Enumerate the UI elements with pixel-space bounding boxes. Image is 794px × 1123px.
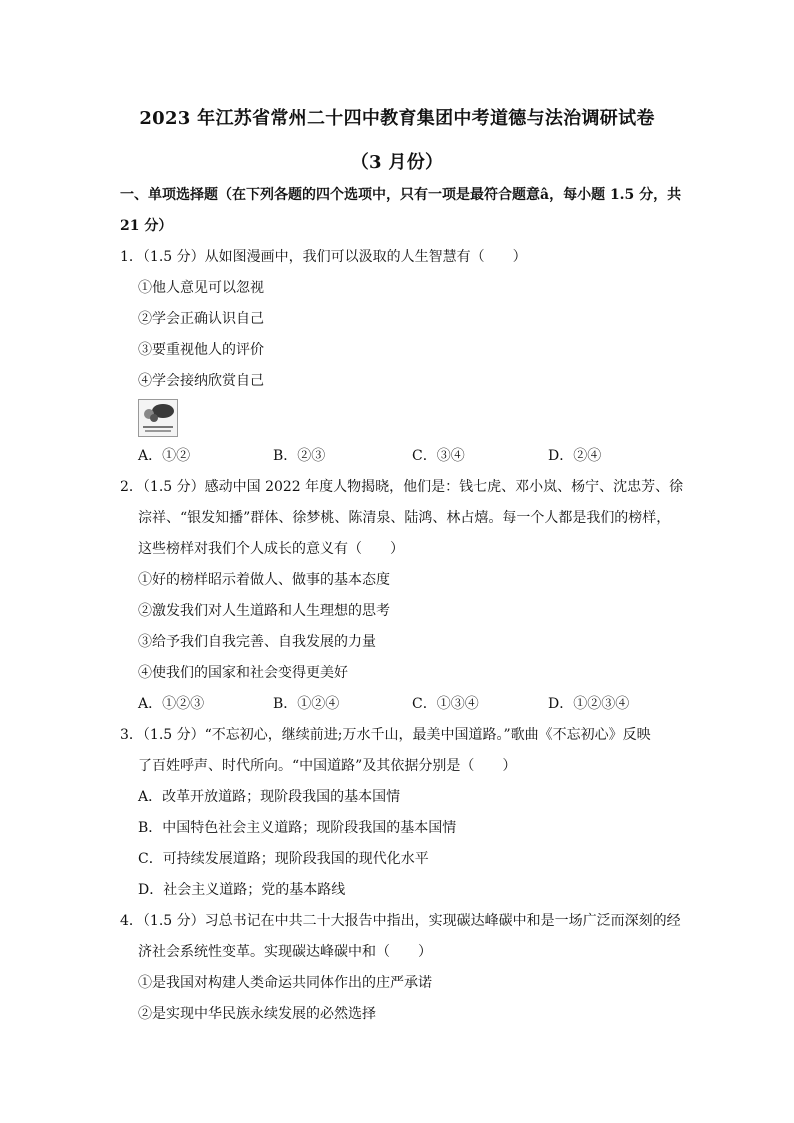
q2-stem: 2．（1.5 分）感动中国 2022 年度人物揭晓，他们是：钱七虎、邓小岚、杨宁、沈忠芳、徐 [120, 479, 684, 495]
comic-image-icon [138, 399, 178, 437]
q2-option-a[interactable]: A．①②③ [138, 696, 205, 712]
q3-stem-cont: 了百姓呼声、时代所向。“中国道路”及其依据分别是（ ） [138, 758, 517, 774]
q4-stem: 4．（1.5 分）习总书记在中共二十大报告中指出，实现碳达峰碳中和是一场广泛而深刻的经 [120, 913, 681, 929]
exam-subtitle: （3 月份） [350, 152, 444, 173]
q1-option-d[interactable]: D．②④ [548, 448, 602, 464]
q2-item: ④使我们的国家和社会变得更美好 [138, 665, 348, 681]
q4-item: ①是我国对构建人类命运共同体作出的庄严承诺 [138, 975, 432, 991]
q2-item: ①好的榜样昭示着做人、做事的基本态度 [138, 572, 390, 588]
exam-title: 2023 年江苏省常州二十四中教育集团中考道德与法治调研试卷 [139, 108, 655, 129]
q2-stem-cont: 这些榜样对我们个人成长的意义有（ ） [138, 541, 404, 557]
q3-stem: 3．（1.5 分）“不忘初心，继续前进;万水千山，最美中国道路。”歌曲《不忘初心》反映 [120, 727, 651, 743]
q4-item: ②是实现中华民族永续发展的必然选择 [138, 1006, 376, 1022]
q3-option-d[interactable]: D．社会主义道路；党的基本路线 [138, 882, 346, 898]
section-heading-cont: 21 分） [120, 218, 173, 234]
q1-item: ②学会正确认识自己 [138, 311, 264, 327]
section-heading: 一、单项选择题（在下列各题的四个选项中，只有一项是最符合题意â，每小题 1.5 分，共 [120, 187, 682, 203]
q2-stem-cont: 淙祥、“银发知播”群体、徐梦桃、陈清泉、陆鸿、林占熺。每一个人都是我们的榜样， [138, 510, 671, 526]
q3-option-c[interactable]: C．可持续发展道路；现阶段我国的现代化水平 [138, 851, 429, 867]
q1-option-a[interactable]: A．①② [138, 448, 191, 464]
q2-option-b[interactable]: B．①②④ [273, 696, 340, 712]
q3-option-b[interactable]: B．中国特色社会主义道路；现阶段我国的基本国情 [138, 820, 457, 836]
q1-stem: 1．（1.5 分）从如图漫画中，我们可以汲取的人生智慧有（ ） [120, 249, 527, 265]
q2-item: ③给予我们自我完善、自我发展的力量 [138, 634, 376, 650]
q2-option-c[interactable]: C．①③④ [412, 696, 479, 712]
q2-item: ②激发我们对人生道路和人生理想的思考 [138, 603, 390, 619]
q4-stem-cont: 济社会系统性变革。实现碳达峰碳中和（ ） [138, 944, 432, 960]
q2-option-d[interactable]: D．①②③④ [548, 696, 630, 712]
q1-item: ④学会接纳欣赏自己 [138, 373, 264, 389]
q1-option-c[interactable]: C．③④ [412, 448, 465, 464]
q1-item: ③要重视他人的评价 [138, 342, 264, 358]
q1-item: ①他人意见可以忽视 [138, 280, 264, 296]
q3-option-a[interactable]: A．改革开放道路；现阶段我国的基本国情 [138, 789, 401, 805]
q1-option-b[interactable]: B．②③ [273, 448, 326, 464]
